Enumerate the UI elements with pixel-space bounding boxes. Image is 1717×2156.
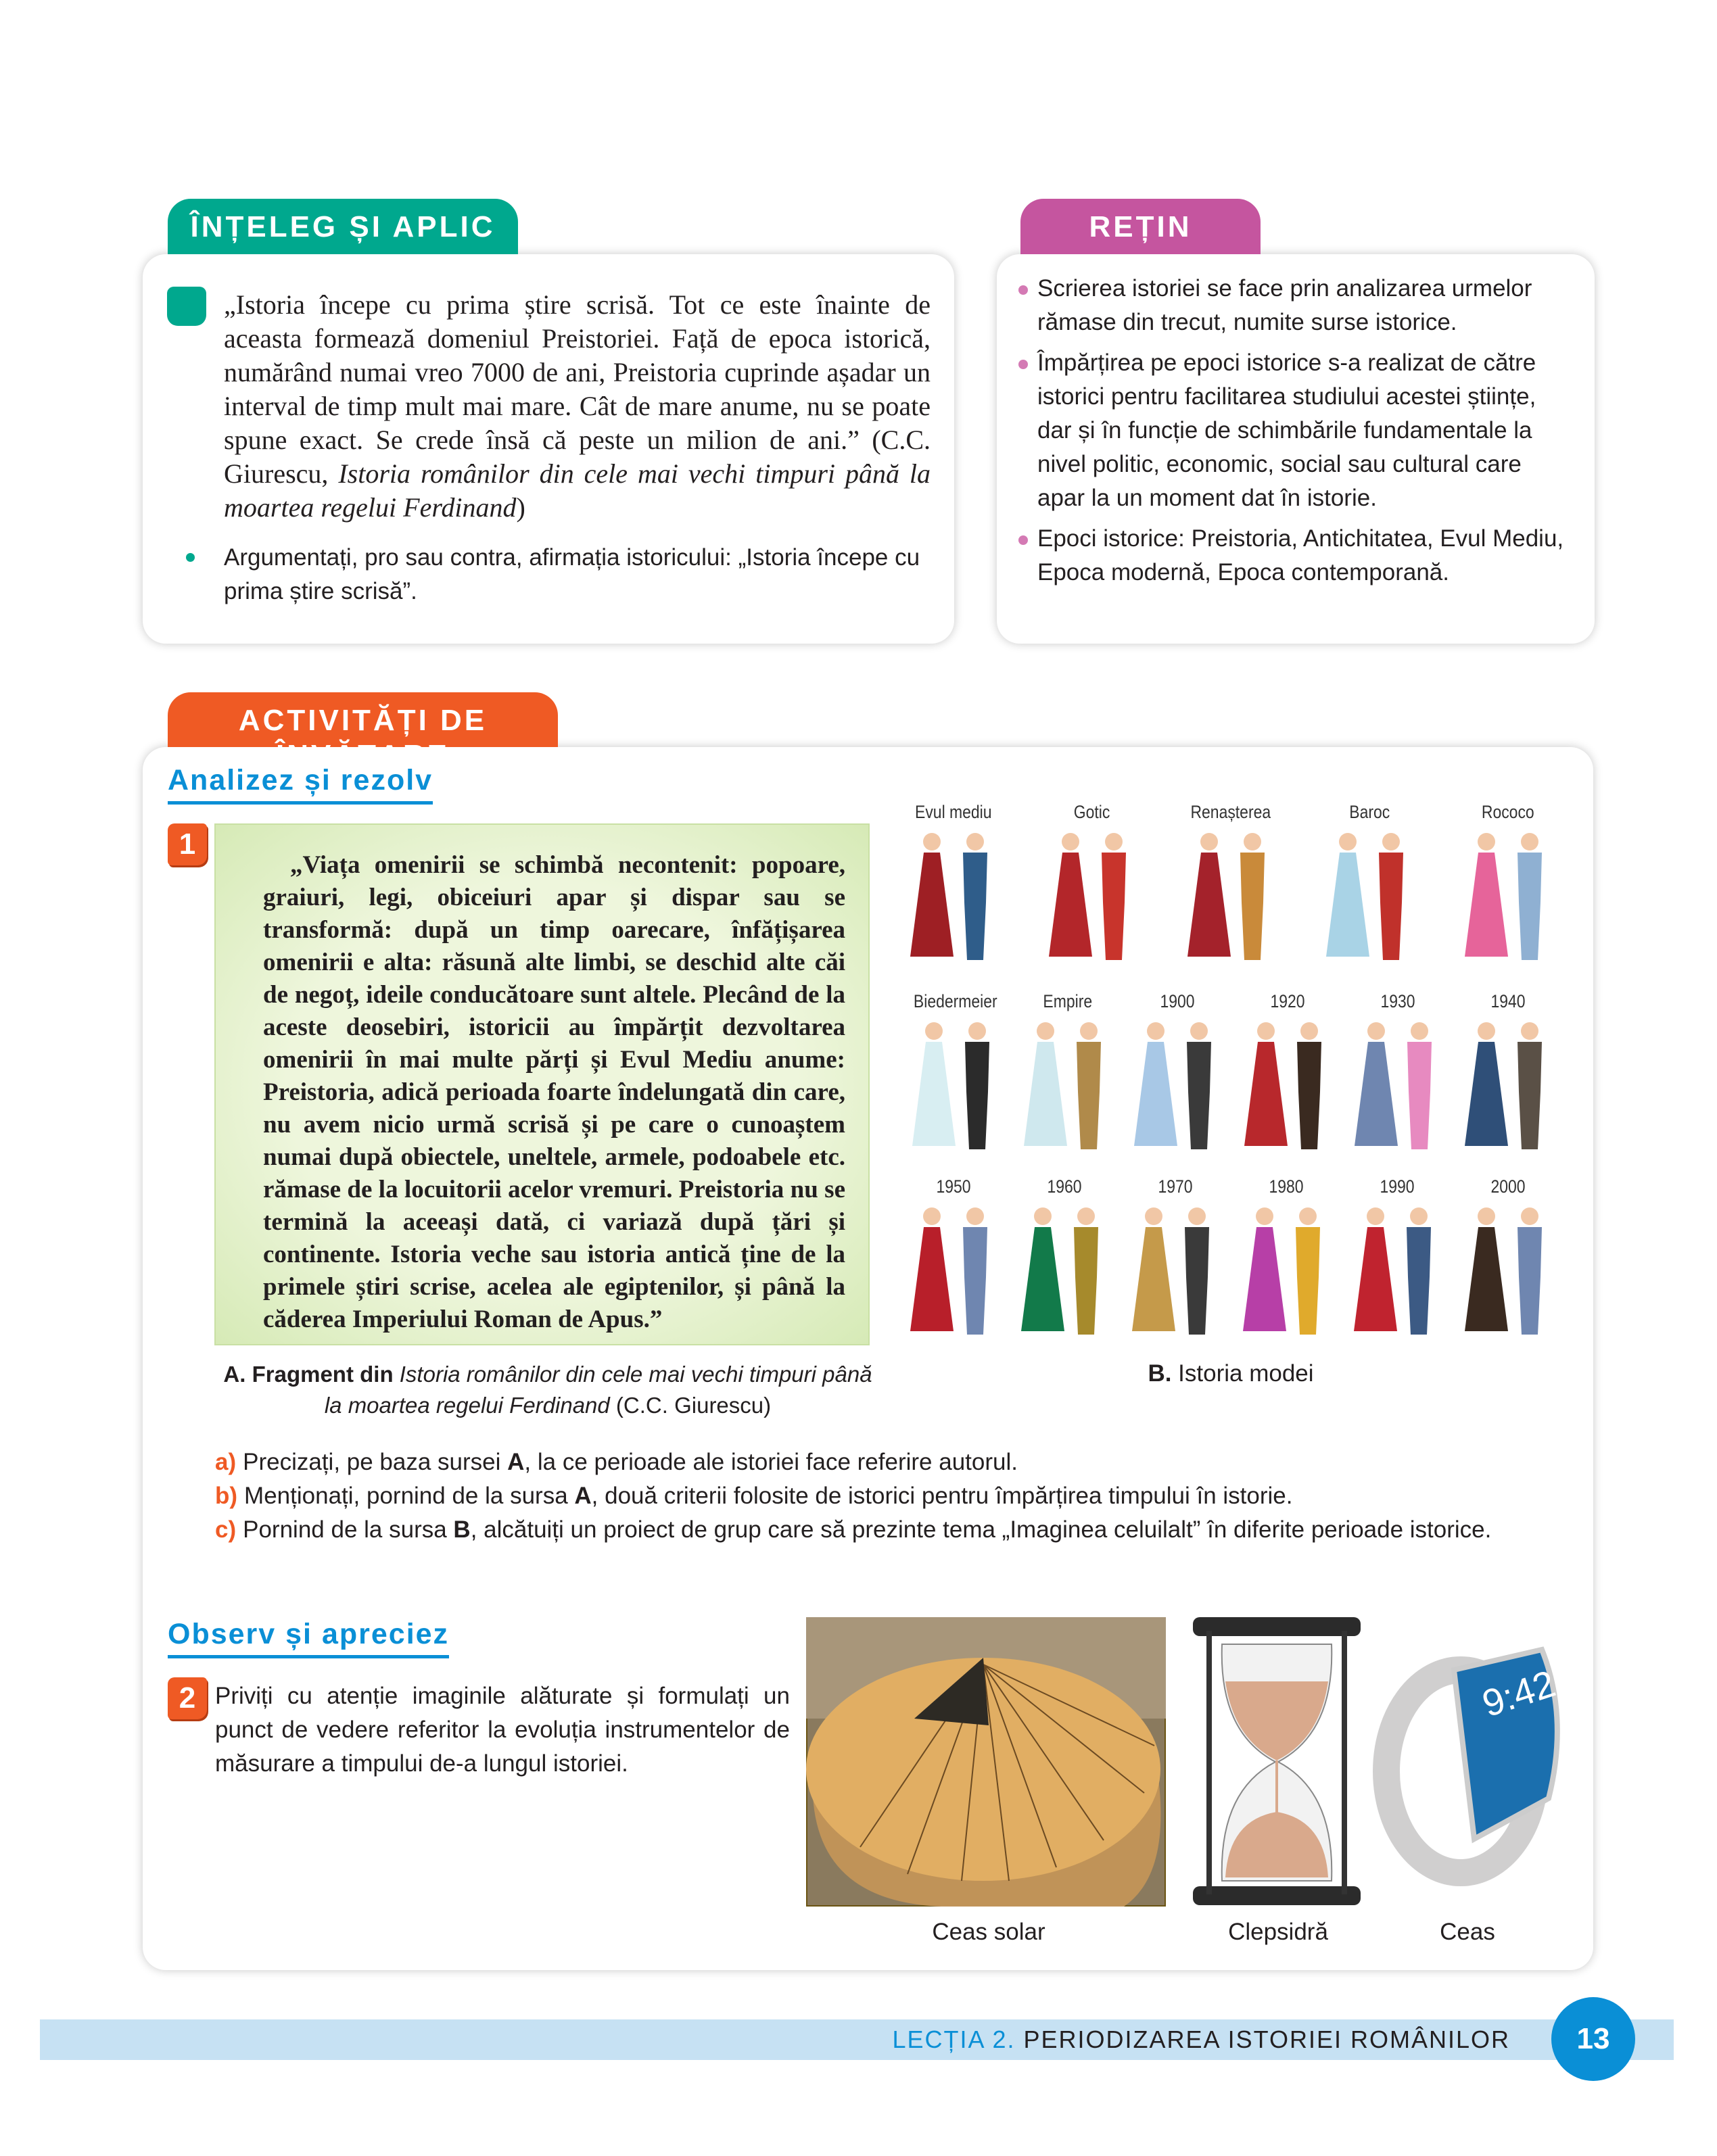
- fashion-era: [1461, 802, 1555, 963]
- figure-head: [923, 833, 941, 851]
- figure-head: [1521, 1022, 1538, 1040]
- figure-body: [963, 1227, 987, 1335]
- figure-head: [1244, 833, 1261, 851]
- figure-head: [1256, 1207, 1273, 1225]
- sundial-image: [806, 1617, 1166, 1907]
- figure-head: [1147, 1022, 1165, 1040]
- retin-item: Scrierea istoriei se face prin analizarea urmelor rămase din trecut, numite surse istorice.: [1016, 272, 1574, 339]
- retin-item: Epoci istorice: Preistoria, Antichitatea, Evul Mediu, Epoca modernă, Epoca contemporană.: [1016, 522, 1574, 590]
- figure-head: [1367, 1022, 1385, 1040]
- question-a: a) Precizați, pe baza sursei A, la ce perioade ale istoriei face referire autorul.: [215, 1449, 1018, 1475]
- retin-box: [997, 254, 1595, 644]
- smartwatch-image: [1373, 1643, 1569, 1907]
- bullet-icon: [1018, 360, 1028, 369]
- hourglass-top: [1193, 1617, 1361, 1636]
- caption-source-a: A. Fragment din Istoria românilor din cele mai vechi timpuri până la moartea regelui Ferdinand (C.C. Giurescu): [223, 1362, 872, 1418]
- understand-box: [143, 254, 954, 644]
- fashion-figures: [908, 1017, 1003, 1153]
- fashion-era: [1461, 1176, 1555, 1338]
- caption-sundial: Ceas solar: [932, 1919, 1045, 1945]
- fashion-figures: [1020, 1017, 1114, 1153]
- figure-body: [1465, 1042, 1508, 1146]
- figure-head: [1367, 1207, 1384, 1225]
- figure-head: [1077, 1207, 1095, 1225]
- figure-head: [1300, 1022, 1318, 1040]
- fashion-row: [906, 1176, 1555, 1338]
- figure-body: [1244, 1042, 1288, 1146]
- fashion-figures: [1017, 1203, 1112, 1338]
- hourglass-image: [1192, 1617, 1362, 1907]
- figure-body: [1024, 1042, 1067, 1146]
- fashion-figures: [1350, 1203, 1444, 1338]
- understand-tab: ÎNȚELEG ȘI APLIC: [168, 199, 518, 254]
- fashion-era-label: Baroc: [1349, 802, 1390, 822]
- fashion-era: [1350, 1176, 1444, 1338]
- fashion-figures: [1183, 828, 1278, 963]
- fashion-era: [1128, 1176, 1223, 1338]
- task-2-text: Priviți cu atenție imaginile alăturate și formulați un punct de vedere referitor la evoluția instrumentelor de măsurare a timpului de-a lungul istoriei.: [215, 1683, 790, 1777]
- fashion-era: [1322, 802, 1417, 963]
- figure-body: [1518, 1042, 1542, 1149]
- footer-lesson-title: LECȚIA 2. PERIODIZAREA ISTORIEI ROMÂNILOR: [892, 2026, 1510, 2053]
- figure-head: [1145, 1207, 1162, 1225]
- figure-body: [1296, 1227, 1320, 1335]
- figure-body: [1021, 1227, 1064, 1331]
- source-a-quote: „Viața omenirii se schimbă necontenit: popoare, graiuri, legi, obiceiuri apar și dispar sau se transformă: după un timp oarecare, înfățișarea omenirii e alta: răsună alte limbi, se deschid alte căi de negoț, ideile conducătoare sunt altele. Plecând de la aceste deosebiri, istoricii au împărțit dezvoltarea omenirii în mai multe părți și Evul Mediu anume: Preistoria, adică perioada foarte îndelungată din care, nu avem nicio urmă scrisă și pe care o cunoaștem numai după obiectele, uneltele, armele, podoabele etc. rămase de la locuitorii acelor vremuri. Preistoria nu se termină la aceeași dată, ci variază după țări și continente. Istoria veche sau istoria antică ține de la primele știri scrise, acelea ale egiptenilor, și până la căderea Imperiului Roman de Apus.”: [214, 823, 870, 1345]
- watch-time: 9:42: [1477, 1661, 1561, 1725]
- fashion-era-label: Renașterea: [1190, 802, 1271, 822]
- figure-body: [1465, 1227, 1508, 1331]
- figure-body: [910, 1227, 954, 1331]
- fashion-era: [1239, 1176, 1334, 1338]
- exercise-badge-1: 1: [168, 823, 207, 865]
- fashion-era: [1461, 991, 1555, 1153]
- caption-hourglass: Clepsidră: [1228, 1919, 1328, 1945]
- caption-watch: Ceas: [1440, 1919, 1495, 1945]
- figure-body: [1134, 1042, 1177, 1146]
- figure-body: [1518, 1227, 1542, 1335]
- caption-source-b: B. Istoria modei: [1148, 1360, 1314, 1387]
- fashion-era-label: 1900: [1160, 991, 1195, 1011]
- fashion-figures: [1239, 1203, 1334, 1338]
- fashion-era-label: Evul mediu: [915, 802, 992, 822]
- figure-body: [1243, 1227, 1286, 1331]
- fashion-era-label: 1940: [1490, 991, 1526, 1011]
- fashion-era-label: Empire: [1043, 991, 1092, 1011]
- bullet-icon: [1018, 535, 1028, 545]
- fashion-era-label: 1970: [1158, 1176, 1193, 1197]
- figure-body: [1077, 1042, 1101, 1149]
- figure-head: [1257, 1022, 1275, 1040]
- page-number: 13: [1551, 1997, 1635, 2081]
- activities-tab: ACTIVITĂȚI DE ÎNVĂȚARE: [168, 692, 558, 747]
- figure-body: [1465, 853, 1508, 957]
- fashion-figures: [906, 828, 1001, 963]
- figure-head: [1190, 1022, 1208, 1040]
- fashion-era: [1045, 802, 1139, 963]
- fashion-figures: [1461, 1203, 1555, 1338]
- fashion-era-label: 1960: [1047, 1176, 1082, 1197]
- figure-body: [910, 853, 954, 957]
- fashion-row: [906, 991, 1555, 1153]
- figure-body: [912, 1042, 956, 1146]
- figure-head: [923, 1207, 941, 1225]
- fashion-figures: [1461, 1017, 1555, 1153]
- figure-body: [1355, 1042, 1398, 1146]
- figure-head: [925, 1022, 943, 1040]
- figure-head: [1105, 833, 1123, 851]
- figure-head: [1478, 833, 1495, 851]
- figure-body: [1518, 853, 1542, 960]
- section-title-analyze: Analizez și rezolv: [168, 764, 433, 805]
- fashion-figures: [1461, 828, 1555, 963]
- fashion-era: [906, 1176, 1001, 1338]
- figure-head: [1382, 833, 1400, 851]
- figure-head: [1521, 1207, 1538, 1225]
- figure-head: [1037, 1022, 1054, 1040]
- figure-head: [1200, 833, 1218, 851]
- figure-body: [1326, 853, 1369, 957]
- question-b: b) Menționați, pornind de la sursa A, două criterii folosite de istorici pentru împărțirea timpului în istorie.: [215, 1483, 1293, 1509]
- section-title-observe: Observ și apreciez: [168, 1618, 449, 1658]
- fashion-era-label: Rococo: [1482, 802, 1534, 822]
- figure-body: [1185, 1227, 1209, 1335]
- fashion-figures: [1240, 1017, 1335, 1153]
- understand-task: Argumentați, pro sau contra, afirmația istoricului: „Istoria începe cu prima știre scrisă”.: [183, 541, 934, 608]
- fashion-row: [906, 802, 1555, 963]
- retin-item: Împărțirea pe epoci istorice s-a realizat de către istorici pentru facilitarea studiului acestei științe, dar și în funcție de schimbările fundamentale la nivel politic, economic, social sau cultural care apar la un moment dat în istorie.: [1016, 346, 1574, 515]
- bullet-icon: [1018, 285, 1028, 295]
- fashion-figures: [1130, 1017, 1225, 1153]
- figure-head: [1410, 1207, 1428, 1225]
- fashion-figures: [1045, 828, 1139, 963]
- figure-head: [968, 1022, 986, 1040]
- figure-body: [1379, 853, 1403, 960]
- figure-body: [1187, 1042, 1211, 1149]
- fashion-era: [906, 991, 1005, 1153]
- retin-tab: REȚIN: [1020, 199, 1261, 254]
- figure-body: [1049, 853, 1092, 957]
- fashion-era: [1020, 991, 1114, 1153]
- hourglass-rod: [1206, 1631, 1212, 1894]
- figure-body: [1240, 853, 1265, 960]
- figure-head: [1339, 833, 1357, 851]
- figure-body: [965, 1042, 989, 1149]
- figure-body: [963, 853, 987, 960]
- figure-body: [1297, 1042, 1321, 1149]
- figure-body: [1102, 853, 1126, 960]
- historian-quote: „Istoria începe cu prima știre scrisă. Tot ce este înainte de aceasta formează domeniul Preistoriei. Față de epoca istorică, numărând numai vreo 7000 de ani, Preistoria cuprinde așadar un interval de timp mult mai mare. Cât de mare anume, nu se poate spune exact. Se crede însă că peste un milion de ani.” (C.C. Giurescu, Istoria românilor din cele mai vechi timpuri până la moartea regelui Ferdinand): [224, 289, 931, 523]
- fashion-era-label: 1920: [1270, 991, 1305, 1011]
- figure-head: [1478, 1207, 1495, 1225]
- figure-body: [1187, 853, 1231, 957]
- question-c: c) Pornind de la sursa B, alcătuiți un proiect de grup care să prezinte tema „Imaginea celuilalt” în diferite perioade istorice.: [215, 1516, 1492, 1543]
- figure-head: [966, 1207, 984, 1225]
- figure-head: [1188, 1207, 1206, 1225]
- figure-body: [1407, 1227, 1431, 1335]
- fashion-figures: [906, 1203, 1001, 1338]
- exercise-badge-2: 2: [168, 1677, 207, 1719]
- figure-head: [1062, 833, 1079, 851]
- fashion-era-label: Gotic: [1074, 802, 1110, 822]
- figure-head: [1521, 833, 1538, 851]
- figure-body: [1407, 1042, 1432, 1149]
- fashion-era-label: 1990: [1380, 1176, 1415, 1197]
- fashion-era-label: Biedermeier: [913, 991, 997, 1011]
- fashion-era: [1017, 1176, 1112, 1338]
- fashion-figures: [1322, 828, 1417, 963]
- fashion-era-label: 1980: [1269, 1176, 1304, 1197]
- figure-head: [1411, 1022, 1428, 1040]
- quote-marker-icon: [167, 287, 206, 326]
- figure-head: [1080, 1022, 1098, 1040]
- figure-body: [1132, 1227, 1175, 1331]
- fashion-era-label: 1930: [1380, 991, 1415, 1011]
- sand-stream: [1275, 1760, 1278, 1815]
- fashion-era: [906, 802, 1001, 963]
- figure-head: [1299, 1207, 1317, 1225]
- figure-head: [1034, 1207, 1052, 1225]
- figure-head: [966, 833, 984, 851]
- bullet-icon: [186, 553, 195, 562]
- fashion-figures: [1128, 1203, 1223, 1338]
- figure-body: [1354, 1227, 1397, 1331]
- fashion-era: [1130, 991, 1225, 1153]
- hourglass-bottom: [1193, 1886, 1361, 1905]
- sand-top: [1225, 1681, 1328, 1760]
- figure-head: [1478, 1022, 1495, 1040]
- fashion-figures: [1350, 1017, 1445, 1153]
- hourglass-rod: [1342, 1631, 1347, 1894]
- fashion-era: [1350, 991, 1445, 1153]
- fashion-era: [1183, 802, 1278, 963]
- figure-body: [1074, 1227, 1098, 1335]
- fashion-era-label: 2000: [1490, 1176, 1526, 1197]
- fashion-era: [1240, 991, 1335, 1153]
- fashion-era-label: 1950: [936, 1176, 971, 1197]
